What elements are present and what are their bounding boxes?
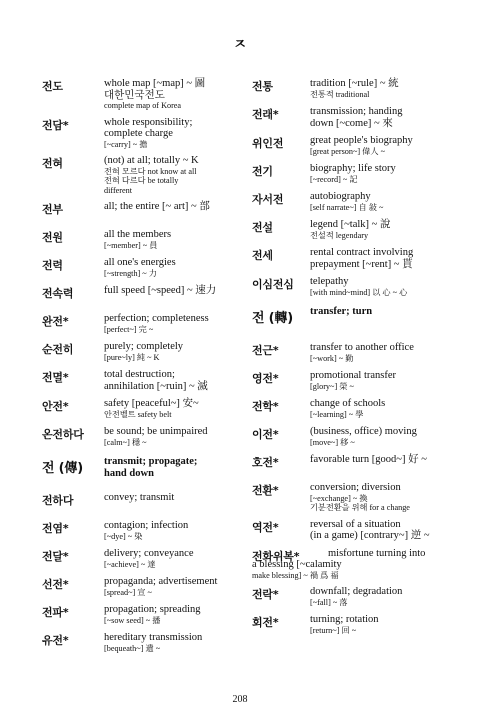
definition-line: 전설적 legendary [310, 230, 369, 240]
entry-definition [310, 614, 452, 635]
right-column [252, 78, 452, 642]
dictionary-entry [252, 106, 452, 129]
entry-headword: 회전* [252, 616, 279, 629]
entry-definition [310, 276, 452, 297]
definition-line: downfall; degradation [310, 586, 403, 597]
entry-headword: 전락* [252, 588, 279, 601]
dictionary-entry [252, 219, 452, 241]
entry-definition [104, 229, 242, 250]
dictionary-entry [252, 247, 452, 270]
definition-line: 전혀 모르다 not know at all [104, 166, 197, 176]
entry-headword: 전혀 [42, 157, 63, 170]
definition-line: transmit; propagate; [104, 456, 198, 467]
definition-line: annihilation [~ruin] ~ 滅 [104, 380, 208, 392]
definition-line: full speed [~speed] ~ 速力 [104, 285, 217, 296]
definition-line: tradition [~rule] ~ 統 [310, 78, 399, 89]
entry-headword: 전하다 [42, 494, 74, 507]
definition-line: change of schools [310, 398, 386, 409]
entry-definition [104, 398, 242, 419]
entry-definition [310, 398, 452, 419]
definition-line: 전통적 traditional [310, 89, 370, 99]
definition-line: [~carry] ~ 擔 [104, 139, 148, 149]
definition-line: favorable turn [good~] 好 ~ [310, 454, 427, 465]
definition-line: reversal of a situation [310, 518, 401, 530]
entry-headword: 전력 [42, 259, 63, 272]
definition-line: [with mind~mind] 以 心 ~ 心 [310, 287, 408, 297]
definition-line: [~sow seed] ~ 播 [104, 615, 161, 625]
definition-line: conversion; diversion [310, 482, 401, 493]
entry-definition [310, 191, 452, 212]
definition-line: [calm~] 穩 ~ [104, 437, 147, 447]
entry-headword: 완전* [42, 315, 69, 328]
entry-definition [104, 548, 242, 569]
entry-headword: 선전* [42, 578, 69, 591]
entry-definition [104, 576, 242, 597]
entry-definition [104, 369, 242, 392]
dictionary-entry [42, 632, 242, 654]
entry-headword: 이전* [252, 428, 279, 441]
dictionary-entry [252, 342, 452, 364]
definition-line: turning; rotation [310, 614, 379, 625]
dictionary-entry [42, 341, 242, 363]
dictionary-entry [42, 548, 242, 570]
entry-headword: 전 (轉) [252, 311, 293, 326]
entry-definition [104, 632, 242, 653]
definition-line: perfection; completeness [104, 313, 209, 324]
section-heading [252, 306, 452, 334]
entry-definition [310, 163, 452, 184]
definition-line: transfer to another office [310, 342, 414, 353]
entry-headword: 전담* [42, 118, 69, 132]
entry-definition [310, 306, 452, 318]
definition-line: transmission; handing [310, 106, 403, 117]
left-column [42, 78, 242, 660]
dictionary-entry [252, 548, 452, 581]
definition-line: different [104, 185, 133, 195]
definition-line: [~strength] ~ 力 [104, 268, 157, 278]
dictionary-entry [42, 520, 242, 542]
entry-headword: 전기 [252, 165, 273, 178]
definition-line: prepayment [~rent] ~ 貰 [310, 258, 413, 270]
definition-line: complete charge [104, 128, 173, 139]
definition-line: [self narrate~] 自 敍 ~ [310, 202, 384, 212]
definition-line: [~dye] ~ 染 [104, 531, 143, 541]
definition-line: rental contract involving [310, 247, 414, 258]
entry-definition [104, 426, 242, 447]
definition-line: total destruction; [104, 369, 175, 380]
definition-line: contagion; infection [104, 520, 189, 531]
definition-line: be sound; be unimpaired [104, 426, 208, 437]
entry-definition [104, 155, 242, 195]
definition-line: transfer; turn [310, 306, 373, 317]
entry-definition [104, 341, 242, 362]
entry-headword: 전 (傳) [42, 461, 83, 476]
definition-line: 대한민국전도 [104, 89, 165, 101]
dictionary-entry [252, 276, 452, 298]
entry-headword: 전달* [42, 550, 69, 563]
definition-line: whole responsibility; [104, 116, 193, 128]
entry-definition [310, 106, 452, 129]
entry-headword: 온전하다 [42, 428, 84, 441]
definition-line: 안전벨트 safety belt [104, 409, 172, 419]
definition-line: autobiography [310, 191, 371, 202]
definition-line: hand down [104, 467, 154, 479]
definition-line: complete map of Korea [104, 101, 182, 110]
entry-headword: 전통 [252, 80, 273, 93]
definition-line: telepathy [310, 276, 349, 287]
dictionary-entry [252, 426, 452, 448]
definition-line: 기분전환을 위해 for a change [310, 503, 410, 512]
definition-line: biography; life story [310, 163, 396, 174]
definition-line: [perfect~] 完 ~ [104, 324, 154, 334]
dictionary-entry [252, 482, 452, 513]
definition-line: propagation; spreading [104, 604, 201, 615]
definition-line: convey; transmit [104, 492, 175, 503]
entry-definition [310, 78, 452, 99]
dictionary-entry [252, 614, 452, 636]
dictionary-entry [42, 398, 242, 420]
entry-headword: 호전* [252, 456, 279, 469]
dictionary-entry [42, 492, 242, 514]
definition-line: promotional transfer [310, 370, 397, 381]
entry-definition [104, 604, 242, 625]
dictionary-entry [42, 426, 242, 448]
entry-headword: 유전* [42, 634, 69, 647]
definition-line: [~record] ~ 記 [310, 174, 358, 184]
entry-headword: 전멸* [42, 371, 69, 384]
definition-line: a blessing [~calamity [252, 559, 342, 570]
entry-definition [310, 482, 452, 513]
dictionary-entry [42, 369, 242, 392]
definition-line: great people's biography [310, 135, 413, 146]
entry-headword: 전설 [252, 221, 273, 234]
entry-headword: 전환* [252, 484, 279, 497]
definition-line: misfortune turning into [328, 547, 426, 559]
entry-headword: 전근* [252, 344, 279, 357]
dictionary-entry [42, 285, 242, 307]
entry-headword: 전도 [42, 80, 63, 93]
definition-line: [great person~] 偉人 ~ [310, 146, 386, 156]
entry-headword: 전세 [252, 249, 273, 262]
entry-headword: 전부 [42, 203, 63, 216]
definition-line: [~fall] ~ 落 [310, 597, 348, 607]
dictionary-entry [42, 201, 242, 223]
entry-definition [104, 456, 242, 479]
entry-definition [310, 426, 452, 447]
definition-line: (not) at all; totally ~ K [104, 155, 199, 166]
definition-line: down [~come] ~ 來 [310, 117, 393, 129]
definition-line: [~achieve] ~ 達 [104, 559, 156, 569]
entry-definition [310, 454, 452, 466]
definition-line: [~exchange] ~ 換 [310, 493, 368, 503]
entry-definition [310, 219, 452, 240]
entry-definition [104, 313, 242, 334]
dictionary-entry [252, 519, 452, 542]
definition-line: [~member] ~ 員 [104, 240, 158, 250]
entry-headword: 안전* [42, 400, 69, 413]
page-header-letter: ㅈ [233, 37, 247, 53]
definition-line: [glory~] 榮 ~ [310, 381, 354, 391]
entry-headword: 순전히 [42, 343, 74, 356]
entry-definition [310, 519, 452, 542]
entry-headword: 자서전 [252, 193, 284, 206]
entry-headword: 전래* [252, 108, 279, 121]
entry-headword: 전파* [42, 606, 69, 619]
entry-definition [104, 201, 242, 213]
dictionary-entry [42, 576, 242, 598]
dictionary-entry [42, 604, 242, 626]
definition-line: [spread~] 宣 ~ [104, 587, 152, 597]
definition-line: [move~] 移 ~ [310, 437, 355, 447]
definition-line: all the members [104, 229, 172, 240]
definition-line: (in a game) [contrary~] 逆 ~ [310, 530, 430, 541]
dictionary-entry [42, 155, 242, 195]
entry-definition [104, 117, 242, 150]
definition-line: propaganda; advertisement [104, 576, 218, 587]
entry-headword: 전학* [252, 400, 279, 413]
definition-line: [bequeath~] 遺 ~ [104, 643, 161, 653]
entry-definition [310, 247, 452, 270]
entry-headword: 이심전심 [252, 278, 294, 291]
entry-headword: 역전* [252, 520, 279, 534]
definition-line: safety [peaceful~] 安~ [104, 398, 199, 409]
dictionary-entry [252, 586, 452, 608]
entry-definition [310, 586, 452, 607]
definition-line: [~learning] ~ 學 [310, 409, 364, 419]
definition-line: all one's energies [104, 257, 176, 268]
entry-definition [104, 285, 242, 297]
dictionary-entry [42, 117, 242, 150]
entry-definition [104, 520, 242, 541]
dictionary-entry [42, 257, 242, 279]
dictionary-entry [252, 135, 452, 157]
entry-definition [310, 135, 452, 156]
entry-definition [104, 257, 242, 278]
definition-line: (business, office) moving [310, 426, 417, 437]
definition-line: 전혀 다르다 be totally [104, 176, 179, 185]
definition-line: [return~] 回 ~ [310, 625, 357, 635]
entry-definition [310, 370, 452, 391]
entry-headword: 위인전 [252, 137, 284, 150]
entry-definition [104, 492, 242, 504]
dictionary-entry [42, 313, 242, 335]
entry-headword: 전원 [42, 231, 63, 244]
definition-line: make blessing] ~ 禍 爲 福 [252, 570, 339, 580]
dictionary-entry [42, 229, 242, 251]
entry-headword: 영전* [252, 372, 279, 385]
definition-line: [~work] ~ 勤 [310, 353, 354, 363]
definition-line: purely; completely [104, 341, 184, 352]
dictionary-entry [252, 454, 452, 476]
entry-headword: 전화위복* [252, 549, 300, 563]
page-number: 208 [232, 694, 248, 705]
definition-line: whole map [~map] ~ 圖 [104, 78, 206, 89]
definition-line: all; the entire [~ art] ~ 部 [104, 201, 210, 212]
entry-definition [310, 342, 452, 363]
entry-headword: 전속력 [42, 287, 74, 300]
dictionary-entry [252, 370, 452, 392]
definition-line: hereditary transmission [104, 632, 203, 643]
entry-headword: 전염* [42, 522, 69, 535]
dictionary-entry [42, 78, 242, 111]
section-heading [42, 456, 242, 484]
dictionary-entry [252, 191, 452, 213]
entry-definition [104, 78, 242, 111]
definition-line: [pure~ly] 純 ~ K [104, 352, 160, 362]
dictionary-entry [252, 78, 452, 100]
definition-line: delivery; conveyance [104, 548, 194, 559]
dictionary-entry [252, 398, 452, 420]
dictionary-entry [252, 163, 452, 185]
definition-line: legend [~talk] ~ 說 [310, 219, 391, 230]
